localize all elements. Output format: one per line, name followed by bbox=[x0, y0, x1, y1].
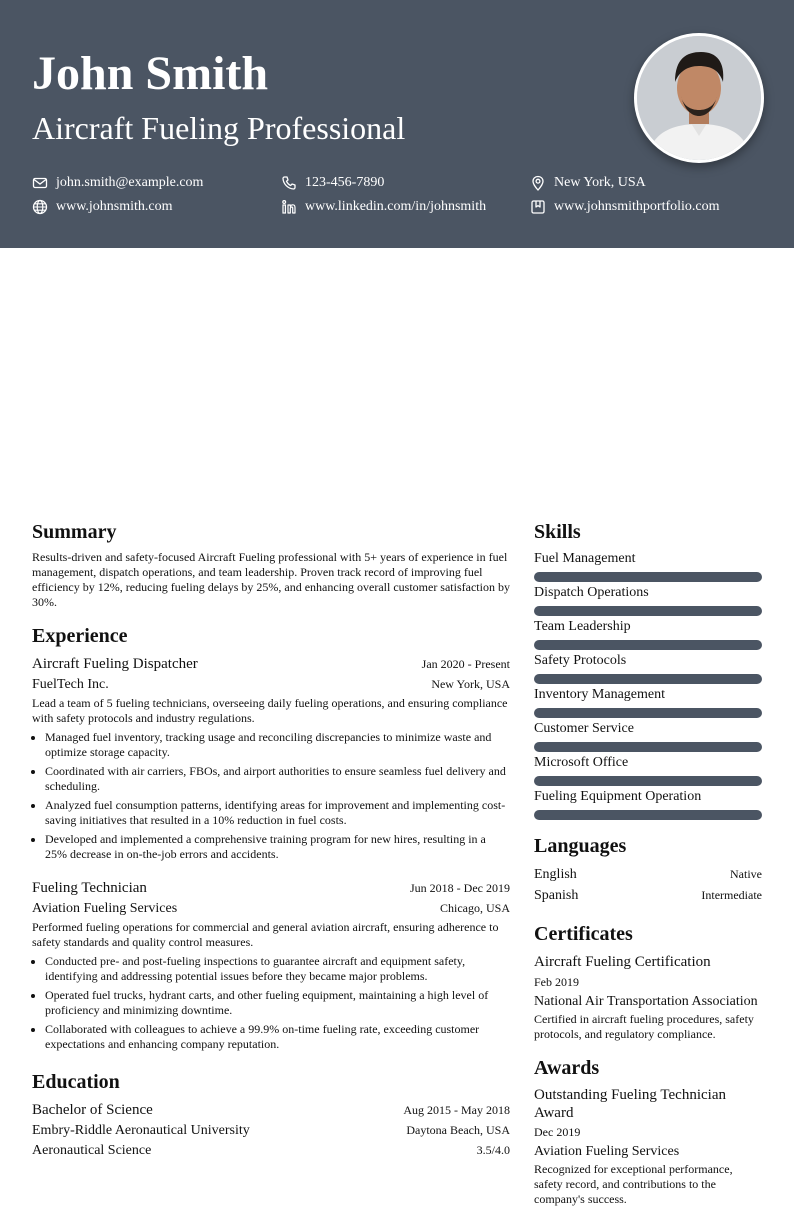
skill-item bbox=[534, 584, 762, 616]
skill-item bbox=[534, 550, 762, 582]
skill-bar bbox=[534, 572, 762, 582]
awards-section bbox=[534, 1056, 762, 1207]
job-bullet: • Analyzed fuel consumption patterns, identifying areas for improvement and implementing cost-saving initiatives that resulted in a 10% reduction in fuel costs. bbox=[45, 798, 510, 828]
website-text: www.johnsmith.com bbox=[56, 199, 173, 214]
skill-bar bbox=[534, 708, 762, 718]
skill-name: Customer Service bbox=[534, 721, 634, 736]
contact-email[interactable] bbox=[32, 174, 281, 192]
education-location: Daytona Beach, USA bbox=[406, 1123, 510, 1137]
skill-item bbox=[534, 652, 762, 684]
certificate-title: Aircraft Fueling Certification bbox=[534, 954, 711, 970]
languages-section bbox=[534, 834, 762, 906]
job-bullets bbox=[32, 730, 510, 862]
contact-phone[interactable] bbox=[281, 174, 530, 192]
skill-name: Inventory Management bbox=[534, 687, 666, 702]
language-name: Spanish bbox=[534, 888, 579, 903]
language-name: English bbox=[534, 867, 577, 882]
job-bullet: • Conducted pre- and post-fueling inspections to guarantee aircraft and equipment safety, identifying and addressing potential issues before they became major problems. bbox=[45, 954, 510, 984]
skill-item bbox=[534, 618, 762, 650]
job-bullet: • Collaborated with colleagues to achieve a 99.9% on-time fueling rate, exceeding customer expectations and enhancing company reputation. bbox=[45, 1022, 510, 1052]
skill-item bbox=[534, 686, 762, 718]
phone-icon bbox=[281, 175, 297, 191]
right-column bbox=[534, 520, 762, 1207]
skill-item bbox=[534, 754, 762, 786]
certificate-description: Certified in aircraft fueling procedures, safety protocols, and regulatory compliance. bbox=[534, 1012, 754, 1041]
job-bullet: • Coordinated with air carriers, FBOs, and airport authorities to ensure seamless fuel delivery and scheduling. bbox=[45, 764, 510, 794]
profile-photo bbox=[634, 33, 764, 163]
job-dates: Jun 2018 - Dec 2019 bbox=[410, 881, 510, 895]
linkedin-icon bbox=[281, 199, 297, 215]
contact-linkedin[interactable] bbox=[281, 198, 530, 216]
skill-bar bbox=[534, 810, 762, 820]
certificates-section bbox=[534, 922, 762, 1042]
job-title: Fueling Technician bbox=[32, 880, 147, 896]
languages-heading: Languages bbox=[534, 835, 627, 857]
job-entry bbox=[32, 878, 510, 1052]
job-bullet: • Managed fuel inventory, tracking usage and reconciling discrepancies to minimize waste and optimize storage capacity. bbox=[45, 730, 510, 760]
mail-icon bbox=[32, 175, 48, 191]
skill-name: Team Leadership bbox=[534, 619, 631, 634]
certificates-heading: Certificates bbox=[534, 923, 633, 945]
summary-section bbox=[32, 520, 510, 610]
contact-list bbox=[32, 174, 762, 216]
experience-heading: Experience bbox=[32, 625, 128, 647]
skill-bar bbox=[534, 776, 762, 786]
contact-location bbox=[530, 174, 762, 192]
education-heading: Education bbox=[32, 1071, 120, 1093]
job-bullets bbox=[32, 954, 510, 1052]
skill-name: Fueling Equipment Operation bbox=[534, 789, 702, 804]
education-degree: Bachelor of Science bbox=[32, 1102, 153, 1118]
education-gpa: 3.5/4.0 bbox=[476, 1143, 510, 1157]
skill-name: Safety Protocols bbox=[534, 653, 627, 668]
skill-bar bbox=[534, 742, 762, 752]
skill-bar bbox=[534, 640, 762, 650]
phone-text: 123-456-7890 bbox=[305, 175, 385, 190]
skill-item bbox=[534, 720, 762, 752]
skills-section bbox=[534, 520, 762, 820]
language-level: Native bbox=[730, 867, 762, 881]
skill-bar bbox=[534, 674, 762, 684]
left-column bbox=[32, 520, 510, 1161]
award-date: Dec 2019 bbox=[534, 1125, 581, 1139]
certificate-issuer: National Air Transportation Association bbox=[534, 994, 758, 1009]
summary-text: Results-driven and safety-focused Aircraft Fueling professional with 5+ years of experience in fuel management, dispatch operations, and team leadership. Proven track record of improving fuel efficiency by 12%, reducing fueling delays by 25%, and enhancing overall customer satisfaction by 30%. bbox=[32, 550, 510, 609]
award-issuer: Aviation Fueling Services bbox=[534, 1144, 680, 1159]
job-entry bbox=[32, 654, 510, 862]
awards-heading: Awards bbox=[534, 1057, 600, 1079]
contact-portfolio[interactable] bbox=[530, 198, 762, 216]
email-text: john.smith@example.com bbox=[56, 175, 204, 190]
candidate-title: Aircraft Fueling Professional bbox=[32, 110, 406, 146]
linkedin-text: www.linkedin.com/in/johnsmith bbox=[305, 199, 487, 214]
job-company: Aviation Fueling Services bbox=[32, 901, 178, 916]
education-section bbox=[32, 1070, 510, 1161]
award-description: Recognized for exceptional performance, safety record, and contributions to the company's success. bbox=[534, 1162, 733, 1206]
job-bullet: • Operated fuel trucks, hydrant carts, and other fueling equipment, maintaining a high level of proficiency and minimizing downtime. bbox=[45, 988, 510, 1018]
resume-header bbox=[0, 0, 794, 248]
education-dates: Aug 2015 - May 2018 bbox=[403, 1103, 510, 1117]
job-company: FuelTech Inc. bbox=[32, 677, 109, 692]
portfolio-icon bbox=[530, 199, 546, 215]
skill-item bbox=[534, 788, 762, 820]
education-school: Embry-Riddle Aeronautical University bbox=[32, 1123, 250, 1138]
globe-icon bbox=[32, 199, 48, 215]
job-description: Performed fueling operations for commercial and general aviation aircraft, ensuring adherence to safety standards and quality control measures. bbox=[32, 920, 499, 949]
skill-name: Fuel Management bbox=[534, 551, 636, 566]
avatar-illustration bbox=[637, 36, 761, 160]
education-field: Aeronautical Science bbox=[32, 1143, 152, 1158]
skills-heading: Skills bbox=[534, 521, 581, 543]
award-title: Outstanding Fueling Technician Award bbox=[534, 1087, 726, 1121]
location-text: New York, USA bbox=[554, 175, 646, 190]
job-bullet: • Developed and implemented a comprehensive training program for new hires, resulting in a 25% decrease in on-the-job errors and accidents. bbox=[45, 832, 510, 862]
skill-name: Dispatch Operations bbox=[534, 585, 649, 600]
job-location: New York, USA bbox=[431, 677, 510, 691]
job-description: Lead a team of 5 fueling technicians, overseeing daily fueling operations, and ensuring compliance with safety protocols and industry regulations. bbox=[32, 696, 508, 725]
candidate-name: John Smith bbox=[32, 47, 269, 100]
certificate-date: Feb 2019 bbox=[534, 975, 579, 989]
language-level: Intermediate bbox=[701, 888, 762, 902]
experience-section bbox=[32, 624, 510, 1052]
portfolio-text: www.johnsmithportfolio.com bbox=[554, 199, 720, 214]
contact-website[interactable] bbox=[32, 198, 281, 216]
skill-bar bbox=[534, 606, 762, 616]
job-dates: Jan 2020 - Present bbox=[421, 657, 510, 671]
summary-heading: Summary bbox=[32, 521, 117, 543]
job-title: Aircraft Fueling Dispatcher bbox=[32, 656, 198, 672]
location-pin-icon bbox=[530, 175, 546, 191]
skill-name: Microsoft Office bbox=[534, 755, 629, 770]
job-location: Chicago, USA bbox=[440, 901, 510, 915]
